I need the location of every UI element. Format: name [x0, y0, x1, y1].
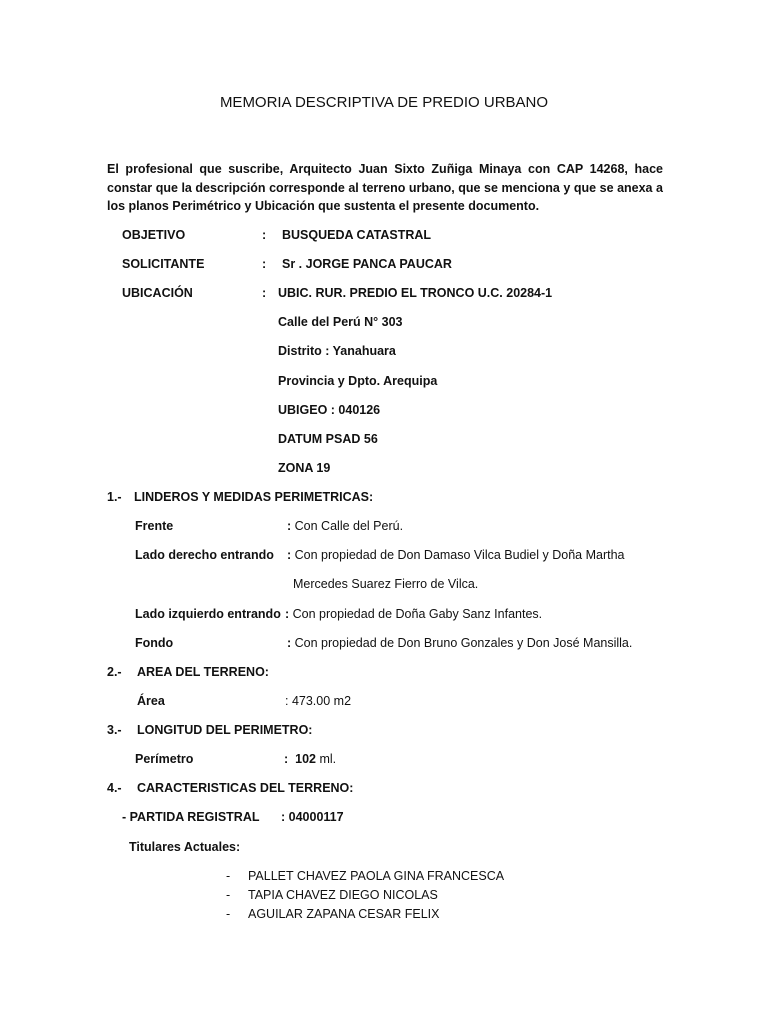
objetivo-sep: :	[262, 228, 267, 242]
lado-derecho-row	[287, 548, 624, 562]
solicitante-value: Sr . JORGE PANCA PAUCAR	[282, 257, 452, 271]
ubicacion-line: Calle del Perú N° 303	[278, 315, 403, 329]
lado-derecho-continuation: Mercedes Suarez Fierro de Vilca.	[293, 577, 479, 591]
area-value: : 473.00 m2	[285, 694, 352, 708]
titulares-label: Titulares Actuales:	[129, 840, 241, 854]
lado-izquierdo-row	[285, 607, 542, 621]
ubicacion-value: UBIC. RUR. PREDIO EL TRONCO U.C. 20284-1	[278, 286, 553, 300]
perimetro-row	[284, 752, 336, 766]
ubicacion-sep: :	[262, 286, 267, 300]
section1-number: 1.-	[107, 490, 122, 504]
titular-name: TAPIA CHAVEZ DIEGO NICOLAS	[248, 888, 438, 902]
partida-label: - PARTIDA REGISTRAL	[122, 810, 260, 824]
area-label: Área	[137, 694, 165, 708]
section1-heading: LINDEROS Y MEDIDAS PERIMETRICAS:	[134, 490, 374, 504]
objetivo-value: BUSQUEDA CATASTRAL	[282, 228, 432, 242]
frente-sep: :	[287, 519, 292, 533]
ubicacion-line: Distrito : Yanahuara	[278, 344, 396, 358]
objetivo-label: OBJETIVO	[122, 228, 186, 242]
solicitante-sep: :	[262, 257, 267, 271]
perimetro-value: 102	[295, 752, 316, 766]
section4-heading: CARACTERISTICAS DEL TERRENO:	[137, 781, 354, 795]
ubicacion-line: DATUM PSAD 56	[278, 432, 378, 446]
section4-number: 4.-	[107, 781, 122, 795]
section2-heading: AREA DEL TERRENO:	[137, 665, 269, 679]
partida-value: : 04000117	[281, 810, 344, 824]
lado-izquierdo-value: Con propiedad de Doña Gaby Sanz Infantes.	[292, 607, 543, 621]
ubicacion-line: ZONA 19	[278, 461, 331, 475]
perimetro-label: Perímetro	[135, 752, 194, 766]
fondo-value: Con propiedad de Don Bruno Gonzales y Don José Mansilla.	[294, 636, 633, 650]
ubicacion-line: UBIGEO : 040126	[278, 403, 381, 417]
section2-number: 2.-	[107, 665, 122, 679]
frente-label: Frente	[135, 519, 174, 533]
list-item	[226, 869, 504, 883]
solicitante-label: SOLICITANTE	[122, 257, 205, 271]
perimetro-unit: ml.	[319, 752, 337, 766]
fondo-row	[287, 636, 632, 650]
ubicacion-line: Provincia y Dpto. Arequipa	[278, 374, 438, 388]
bullet-dash: -	[226, 888, 231, 902]
titular-name: PALLET CHAVEZ PAOLA GINA FRANCESCA	[248, 869, 505, 883]
intro-paragraph: El profesional que suscribe, Arquitecto Juan Sixto Zuñiga Minaya con CAP 14268, hace constar que la descripción corresponde al terreno urbano, que se menciona y que se anexa a los planos Perimétrico y Ubicación que sustenta el presente documento.	[107, 162, 663, 213]
frente-value: Con Calle del Perú.	[294, 519, 404, 533]
ubicacion-label: UBICACIÓN	[122, 286, 193, 300]
section3-heading: LONGITUD DEL PERIMETRO:	[137, 723, 313, 737]
lado-izquierdo-sep: :	[285, 607, 290, 621]
bullet-dash: -	[226, 907, 231, 921]
lado-derecho-sep: :	[287, 548, 292, 562]
perimetro-sep: :	[284, 752, 289, 766]
section3-number: 3.-	[107, 723, 122, 737]
fondo-label: Fondo	[135, 636, 174, 650]
list-item	[226, 907, 440, 921]
bullet-dash: -	[226, 869, 231, 883]
lado-derecho-value: Con propiedad de Don Damaso Vilca Budiel y Doña Martha	[294, 548, 625, 562]
frente-row	[287, 519, 403, 533]
list-item	[226, 888, 438, 902]
fondo-sep: :	[287, 636, 292, 650]
lado-izquierdo-label: Lado izquierdo entrando	[135, 607, 281, 621]
titular-name: AGUILAR ZAPANA CESAR FELIX	[248, 907, 440, 921]
page-title: MEMORIA DESCRIPTIVA DE PREDIO URBANO	[219, 94, 549, 111]
lado-derecho-label: Lado derecho entrando	[135, 548, 274, 562]
